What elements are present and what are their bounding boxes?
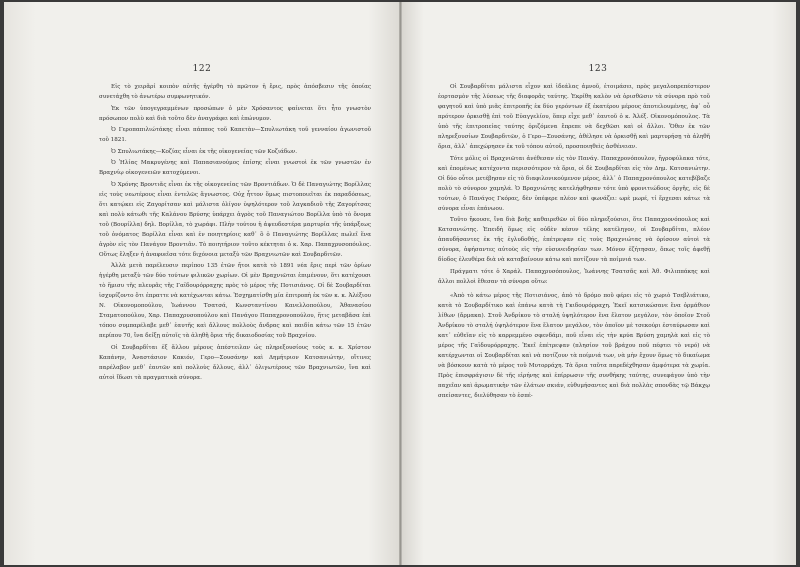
right-page: [400, 2, 796, 565]
left-page: [4, 2, 400, 565]
paragraph: Τοῦτο ἤκουσε, ἵνα διὰ βοῆς καθαιρεθῶν οἱ δύο πληρεξούσιοι, ὅτε Παπαχρονόπουλος καὶ Κατσανιώτης. Ἐπειδὴ ὅμως εἰς οὐδὲν κέσυν τέλης κατέληγον, οἱ Σουβαρδίται, πλέον ἀπαυδήσαντες ἐκ τῆς ἐγλυδοθής, ἐπέτρεψαν εἰς τοὺς Βραχνιώτας νὰ ὁρίσουν αὐτοὶ τὰ σύνορα, ἀφήσαντες αὐτοὺς εἰς τὴν εὐσυνειδησίαν των. Μόνον ἐζήτησαν, ὅπως τοῖς ἀφεθῇ δίοδος ἐλευθέρα διὰ νὰ καταβαίνουν κάτω καὶ ποτίζουν τὰ ποίμνιά των.: [438, 217, 710, 263]
paragraph: Ὁ Σπυλιωτάκης—Κοζίας εἶναι ἐκ τῆς οἰκογενείας τῶν Κοζιάδων.: [111, 148, 298, 155]
paragraph: Ἐκ τῶν ὑπογεγραμμένων προσώπων ὁ μὲν Χρόσαντος φαίνεται ὅτι ἦτο γνωστὸν πρόσωπον πολὺ καὶ διὰ τοῦτο δὲν ἀναγράφει καὶ ἐπώνυμον.: [99, 105, 371, 122]
paragraph: Ὁ Γεροπαπιλιώτάκης εἶναι πάππος τοῦ Καπετὰν—Σπυλιωτάκη τοῦ γενναίου ἀγωνιστοῦ τοῦ 1821.: [99, 127, 371, 143]
paragraph: Οἱ Σουβαρδίται ἐξ ἄλλου μέρους ἀπέστειλαν ὡς πληρεξουσίους τοὺς κ. κ. Χρίστον Καπάνην, Ἀναστάσιον Κακιόν, Γερο—Σουσάνην καὶ Δημήτριον Κατσανιώτην, οἵτινες παρέλαβον μεθ᾽ ἑαυτῶν καὶ πολλοὺς ἄλλους, ἀλλ᾽ ὀλιγωτέρους τῶν Βραχνιωτῶν, ἵνα καὶ αὐτοὶ ἴδωσι τὰ πραγματικὰ σύνορα.: [99, 344, 371, 381]
page-body: [99, 82, 371, 384]
paragraph: Οἱ Σουβαρδίται μάλιστα εἶχον καὶ ἰδεάλας ἀμνοῦ, ἑτοιμάσει, πρὸς μεγαλοπρεπέστερον ἑορτασμὸν τῆς λύσεως τῆς διαφορᾶς ταύτης. Ἐκρίθη καλὸν νὰ ὁρισθῶσιν τὰ σύνορα πρὸ τοῦ φαγητοῦ καὶ ὑπὸ μιᾶς ἐπιτροπῆς ἐκ δύο γερόντων ἐξ ἑκατέρου μέρους ἀποτελουμένης, ἀφ᾽ οὗ πρότερον ὁρκισθῇ ἐπὶ τοῦ Εὐαγγελίου, ὅπερ εἶχε μεθ᾽ ἑαυτοῦ ὁ κ. Ἀλέξ. Οἰκονομόπουλος. Τὰ ὑπὸ τῆς ἐπιτροπείας ταύτης ὁριζόμενα ἔπρεπε νὰ δεχθῶσι καὶ οἱ ἄλλοι. Ὅθεν ἐκ τῶν πληρεξουσίων Σουβαρδιτῶν, ὁ Γερο—Σουσάνης, ἀθέλησε νὰ ὁρκισθῇ καὶ μαρτυρήσῃ τὰ ἀληθῆ ὅρια, ἀλλ᾽ ἀπεχώρησεν ἐκ τοῦ τόπου αὐτοῦ, προσποιηθεὶς ἀσθένειαν.: [438, 84, 710, 150]
paragraph: Εἰς τὸ χειρᾶρί κοιπὸν αὐτῆς ἠγέρθη τὸ πρῶτον ἡ ἔρις, πρὸς ἀπόσβεσιν τῆς ὁποίας συνετάχθη τὸ ἀνωτέρω συμφωνητικόν.: [99, 84, 371, 100]
quoted-passage: «Ἀπὸ τὸ κάτω μέρος τῆς Ποτισιάνος, ἀπὸ τὸ δρόμο ποῦ φέρει εἰς τὸ χωριὸ Τσεβλιάτικο, κατὰ τὸ Σουβαρδίτικο καὶ ἐπάνω κατὰ τὴ Γκιδουρόρραχη. Ἐκεῖ κατσικώσανε ἕνα ὁρμάθιον λίθων (ἄρμακα). Στοῦ Ἀνδρίκου τὸ σταλή ὑψηλότερον ἕνα ἔλατον μεγάλον, τὸν ὁποῖον Στοῦ Ἀνδρίκου τὸ σταλή ὑψηλότερον ἕνα ἔλατον μεγάλον, τὸν ὁποῖον μὲ τσεκούρι ἐσταύρωσαν καὶ κατ᾽ εὐθεῖαν εἰς τὸ καρρεμμένο σφενδάμι, ποῦ εἶναι εἰς τὴν κρύα Βρύση χαμηλὰ καὶ εἰς τὸ μέρος τῆς Γαϊδουρόρραχης. Ἐκεῖ ἐπέτρεψαν (πλησίον τοῦ βράχου ποῦ πέφτει τὸ νερό) νὰ κατέρχωνται οἱ Σουβαρδίται καὶ νὰ ποτίζουν τὰ ποίμνιά των, νὰ μὴν ἔχουν ὅμως τὸ δικαίωμα νὰ βόσκουν κατὰ τὸ μέρος τοῦ Μυτορράχη. Τὰ ὅρια ταῦτα παρεδέχθησαν ἀμφότερα τὰ χωρία. Πρὸς ἐπισφράγισιν δὲ τῆς εἰρήνης καὶ ἐπίρρωσιν τῆς συνθήκης ταύτης, συνεφάγον ὑπὸ τὴν παχεῖαν καὶ ἀρωματικὴν τῶν ἐλάτων σκιάν, εὐθυμήσαντες καὶ διὰ πολλὰς σπονδὰς τῷ Βάκχῳ σπείσαντες, διελύθησαν τὸ ἑσπέ-: [438, 292, 710, 399]
paragraph: Τότε μόλις οἱ Βραχνιῶται ἀνέθεσαν εἰς τὸν Πανάγ. Παπαχρονόπουλον, ἤγροφύλακα τότε, καὶ ἐπομένως κατέχοντα περισσότερον τὰ ὅρια, οἱ δὲ Σουβαρδίται εἰς τὸν Δημ. Κατσανιώτην. Οἱ δύο οὗτοι μετέβησαν εἰς τὸ διαφιλονικούμενον μέρος, ἀλλ᾽ ὁ Παπαχρονόπουλος κατεβίβαζε πολὺ τὸ σύνορον χαμηλά. Ὁ Βραχνιώτης κατελήφθησαν τότε ὑπὸ φρονιτιώδους ὀργῆς, εἰς δὲ τούτων, ὁ Πανάγος Γκόρας, δὲν ὑπέφερε πλέον καὶ φωνάζει: ωρὲ μωρέ, τί ἔρχεσαι κάτω: τὰ σύνορα εἶναι ἐπάνωου.: [438, 155, 710, 212]
page-number: 122: [192, 64, 212, 74]
paragraph: Ὁ Χρόνης Βροντιᾶς εἶναι ἐκ τῆς οἰκογενείας τῶν Βροντιάδων. Ὁ δὲ Παναγιώτης Βορίλλας εἰς τοὺς νεωτέρους εἶναι ἐντελῶς ἄγνωστος. Οὐχ ἧττον ὅμως πιστοποιεῖται ἐκ παραδόσεως, ὅτι κατῴκει εἰς Ζαγορίτσαν καὶ μάλιστα ὀλίγον ὑψηλότερον τοῦ λαγκαδιοῦ τῆς Ζαγορίτσας καὶ πολὺ κάτωθι τῆς Καλάνου Βρύσης ὑπάρχει ἀγρὸς τοῦ Παναγιώτου Βορίλλα ὑπὸ τὸ ὄνομα τοῦ (Βουρίλλα) δηλ. Βορίλλα, τὸ χωράφι. Πλὴν τούτου ἡ ἀψευδεστέρα μαρτυρία τῆς ὑπάρξεως τοῦ ὀνόματος Βορίλλα εἶναι καὶ ἐν ποιητηρίοις καθ᾽ ὃ ὁ Παναγιώτης Βορίλλας πωλεῖ ἕνα ἀγρὸν εἰς τὸν Πανάγον Βροντιᾶν. Τὸ ποιητήριον τοῦτο κέκτηται ὁ κ. Χαρ. Παπαχρυσοπόυλος. Οὕτως ἔληξεν ἡ ἀναφυεῖσα τότε διχόνοια μεταξὺ τῶν Βραχνιωτῶν καὶ Σουβαρδιτῶν.: [99, 181, 371, 258]
page-body: [438, 82, 710, 401]
paragraph: Ἀλλὰ μετὰ παρέλευσιν περίπου 135 ἐτῶν ἤτοι κατὰ τὸ 1891 νέα ἔρις περὶ τῶν ὁρίων ἠγέρθη μεταξὺ τῶν δύο τούτων φιλικῶν χωρίων. Οἱ μὲν Βραχνιῶται ἐπιμένουν, ὅτι κατέχουσι τὸ ἥμισυ τῆς πλευρᾶς τῆς Γαϊδουρόρραχης πρὸς τὸ μέρος τῆς Ποτισιάνος. Οἱ δὲ Σουβαρδίται ἰσχυρίζοντο ὅτι ἐπραττε νὰ κατέχωνται κάτω. Ἐσχηματίσθη μία ἐπιτροπὴ ἐκ τῶν κ. κ. Ἀλέξιου Ν. Οἰκονομοπούλου, Ἰωάννου Τσατσά, Κωνσταντίνου Κανελλοπούλου, Ἀθανασίου Σταματοπούλου, Χαρ. Παπαχρυσοπούλου καὶ Πανάγου Παπαχρονοπούλου, ἥτις μεταβᾶσα ἐπὶ τόπου συμπαρέλαβε μεθ᾽ ἑαυτῆς καὶ ἄλλους πολλοὺς ἄνδρας καὶ παιδία κάτω τῶν 15 ἐτῶν περίπου 70, ἵνα δείξῃ αὐτοῖς τὰ ἀληθῆ ὅρια τῆς δικαιοδοσίας τοῦ Βραχνίου.: [99, 263, 371, 339]
paragraph: Ὁ Ἠλίας Μακρυγένης καὶ Παπασιανούμος ἐπίσης εἶναι γνωστοὶ ἐκ τῶν γνωστῶν ἐν Βραχνίῳ οἰκογενειῶν κατοχύμενοι.: [99, 160, 371, 176]
book-spread: [4, 2, 796, 565]
paragraph: Πράγματι τότε ὁ Χαράλ. Παπαχρυσόπουλος, Ἰωάννης Τσατσᾶς καὶ Ἀθ. Φιλιππάκης καὶ ἄλλοι πολλοὶ ἔθεσαν τὰ σύνορα οὕτω:: [438, 268, 710, 285]
page-number: 123: [588, 64, 608, 74]
book-gutter: [399, 2, 402, 565]
